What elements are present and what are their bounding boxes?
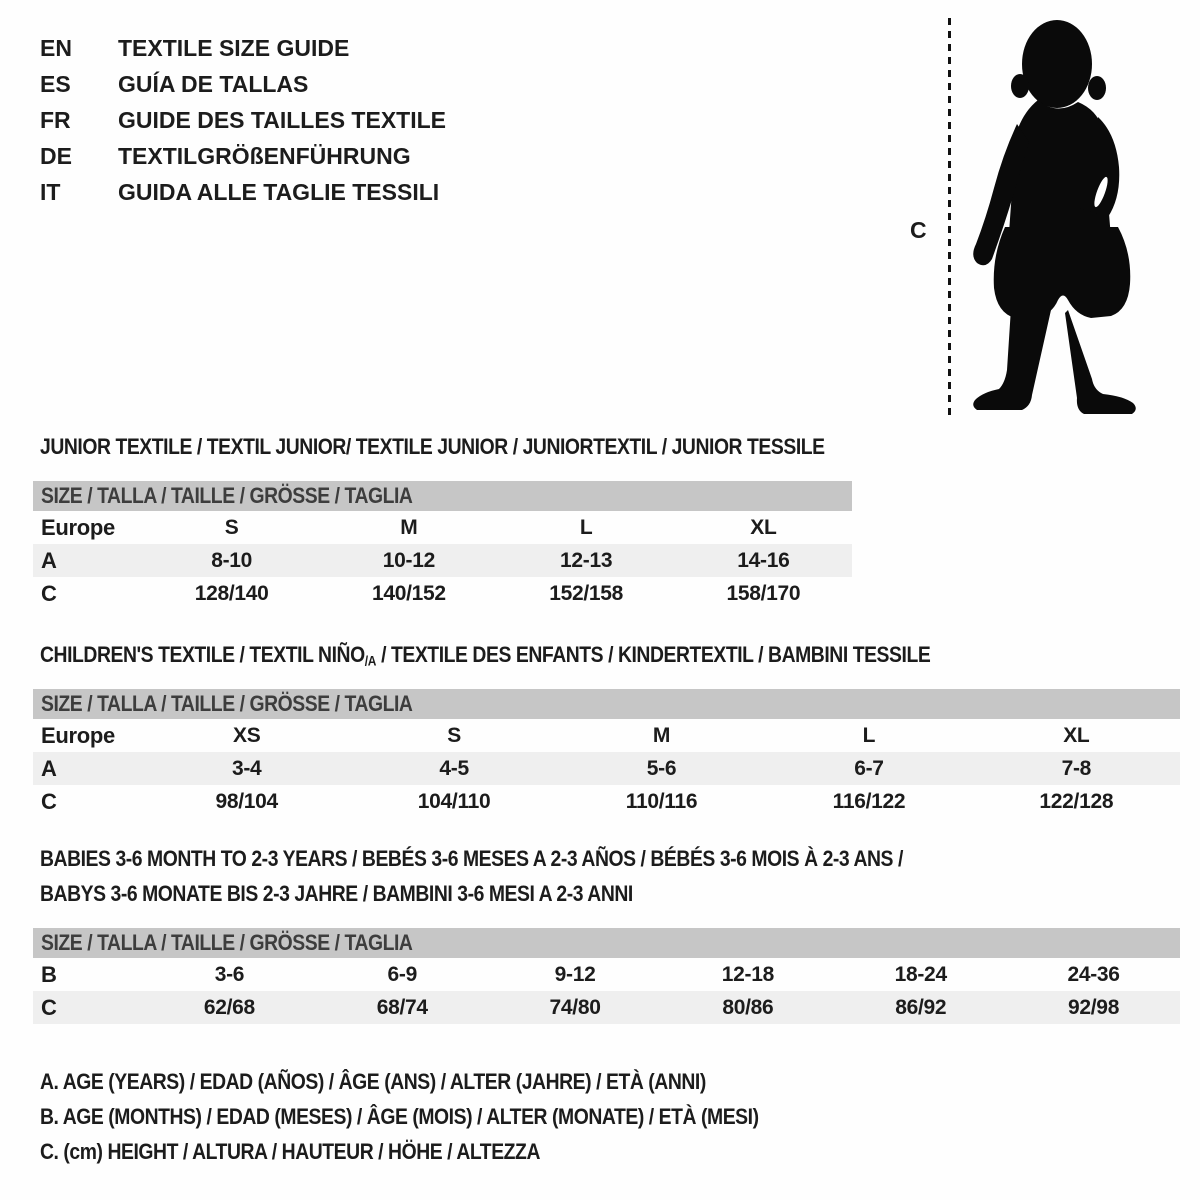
babies-section-title-line2 xyxy=(40,882,714,906)
junior-title-text: JUNIOR TEXTILE / TEXTIL JUNIOR/ TEXTILE JUNIOR / JUNIORTEXTIL / JUNIOR TESSILE xyxy=(40,434,825,459)
height-measure-label: C xyxy=(910,217,927,243)
height-cell: 152/158 xyxy=(549,581,624,605)
size-cell: S xyxy=(224,515,239,539)
children-title-sub: /A xyxy=(364,653,377,669)
age-cell: 4-5 xyxy=(439,756,469,780)
age-cell: 5-6 xyxy=(646,756,677,780)
months-cell: 3-6 xyxy=(214,962,245,986)
height-cell: 62/68 xyxy=(203,995,255,1019)
language-row-fr xyxy=(40,102,446,138)
table-row-height xyxy=(33,991,1180,1024)
row-label: A xyxy=(41,755,57,781)
junior-size-table xyxy=(33,481,852,610)
children-section-title xyxy=(40,643,1052,673)
height-cell: 116/122 xyxy=(832,789,906,813)
height-cell: 140/152 xyxy=(371,581,446,605)
size-cell: M xyxy=(400,515,418,539)
height-cell: 98/104 xyxy=(215,789,278,813)
height-measure-dashed-line xyxy=(948,18,951,416)
language-code: DE xyxy=(40,143,72,169)
height-cell: 68/74 xyxy=(376,995,428,1019)
size-header-text: SIZE / TALLA / TAILLE / GRÖSSE / TAGLIA xyxy=(41,930,413,955)
table-row-months xyxy=(33,958,1180,991)
language-row-de xyxy=(40,138,446,174)
size-cell: XS xyxy=(232,723,261,747)
row-label: B xyxy=(41,961,57,987)
row-label: Europe xyxy=(41,514,115,540)
height-cell: 128/140 xyxy=(194,581,269,605)
table-row-europe xyxy=(33,719,1180,752)
height-cell: 158/170 xyxy=(726,581,801,605)
age-cell: 3-4 xyxy=(231,756,262,780)
height-cell: 122/128 xyxy=(1039,789,1114,813)
toddler-silhouette-icon xyxy=(965,12,1145,420)
height-cell: 80/86 xyxy=(722,995,774,1019)
table-row-height xyxy=(33,577,852,610)
babies-section-title-line1 xyxy=(40,847,1021,871)
age-cell: 10-12 xyxy=(382,548,435,572)
table-row-age xyxy=(33,752,1180,785)
language-code: FR xyxy=(40,107,71,133)
height-cell: 92/98 xyxy=(1068,995,1120,1019)
guide-title-it: GUIDA ALLE TAGLIE TESSILI xyxy=(118,179,440,205)
months-cell: 18-24 xyxy=(894,962,947,986)
legend-line-c: C. (cm) HEIGHT / ALTURA / HAUTEUR / HÖHE / ALTEZZA xyxy=(40,1139,540,1164)
age-cell: 12-13 xyxy=(560,548,613,572)
size-cell: M xyxy=(652,723,671,747)
language-row-it xyxy=(40,174,446,210)
children-title-text: CHILDREN'S TEXTILE / TEXTIL NIÑO xyxy=(40,642,365,667)
size-header-bar xyxy=(33,928,1180,958)
months-cell: 24-36 xyxy=(1067,962,1120,986)
children-size-table xyxy=(33,689,1180,818)
row-label: C xyxy=(41,788,57,814)
height-cell: 110/116 xyxy=(625,789,698,813)
legend xyxy=(40,1064,857,1169)
size-cell: XL xyxy=(1063,723,1090,747)
legend-line-b: B. AGE (MONTHS) / EDAD (MESES) / ÂGE (MOIS) / ALTER (MONATE) / ETÀ (MESI) xyxy=(40,1104,759,1129)
language-title-list xyxy=(40,30,446,210)
months-cell: 6-9 xyxy=(387,962,417,986)
age-cell: 6-7 xyxy=(854,756,884,780)
height-cell: 86/92 xyxy=(895,995,947,1019)
language-code: EN xyxy=(40,35,72,61)
guide-title-es: GUÍA DE TALLAS xyxy=(118,71,309,97)
age-cell: 7-8 xyxy=(1061,756,1092,780)
babies-title-text-1: BABIES 3-6 MONTH TO 2-3 YEARS / BEBÉS 3-6 MESES A 2-3 AÑOS / BÉBÉS 3-6 MOIS À 2-3 ANS / xyxy=(40,846,903,871)
size-cell: L xyxy=(862,723,876,747)
age-cell: 8-10 xyxy=(211,548,253,572)
guide-title-de: TEXTILGRÖßENFÜHRUNG xyxy=(118,143,411,169)
size-header-bar xyxy=(33,481,852,511)
row-label: C xyxy=(41,994,57,1020)
size-header-text: SIZE / TALLA / TAILLE / GRÖSSE / TAGLIA xyxy=(41,483,413,508)
age-cell: 14-16 xyxy=(737,548,790,572)
height-cell: 104/110 xyxy=(417,789,491,813)
size-cell: L xyxy=(579,515,593,539)
size-header-text: SIZE / TALLA / TAILLE / GRÖSSE / TAGLIA xyxy=(41,691,413,716)
legend-line-a: A. AGE (YEARS) / EDAD (AÑOS) / ÂGE (ANS) / ALTER (JAHRE) / ETÀ (ANNI) xyxy=(40,1069,706,1094)
months-cell: 12-18 xyxy=(721,962,774,986)
size-cell: S xyxy=(447,723,461,747)
table-row-height xyxy=(33,785,1180,818)
row-label: A xyxy=(41,547,57,573)
language-row-es xyxy=(40,66,446,102)
children-title-suffix: / TEXTILE DES ENFANTS / KINDERTEXTIL / BAMBINI TESSILE xyxy=(376,642,931,667)
language-code: IT xyxy=(40,179,61,205)
babies-title-text-2: BABYS 3-6 MONATE BIS 2-3 JAHRE / BAMBINI 3-6 MESI A 2-3 ANNI xyxy=(40,881,633,906)
row-label: C xyxy=(41,580,57,606)
size-header-bar xyxy=(33,689,1180,719)
height-cell: 74/80 xyxy=(549,995,601,1019)
language-row-en xyxy=(40,30,446,66)
table-row-age xyxy=(33,544,852,577)
row-label: Europe xyxy=(41,722,115,748)
junior-section-title xyxy=(40,435,932,465)
babies-size-table xyxy=(33,928,1180,1024)
size-cell: XL xyxy=(750,515,777,539)
table-row-europe xyxy=(33,511,852,544)
guide-title-fr: GUIDE DES TAILLES TEXTILE xyxy=(118,107,446,133)
guide-title-en: TEXTILE SIZE GUIDE xyxy=(118,35,350,61)
language-code: ES xyxy=(40,71,71,97)
months-cell: 9-12 xyxy=(554,962,596,986)
